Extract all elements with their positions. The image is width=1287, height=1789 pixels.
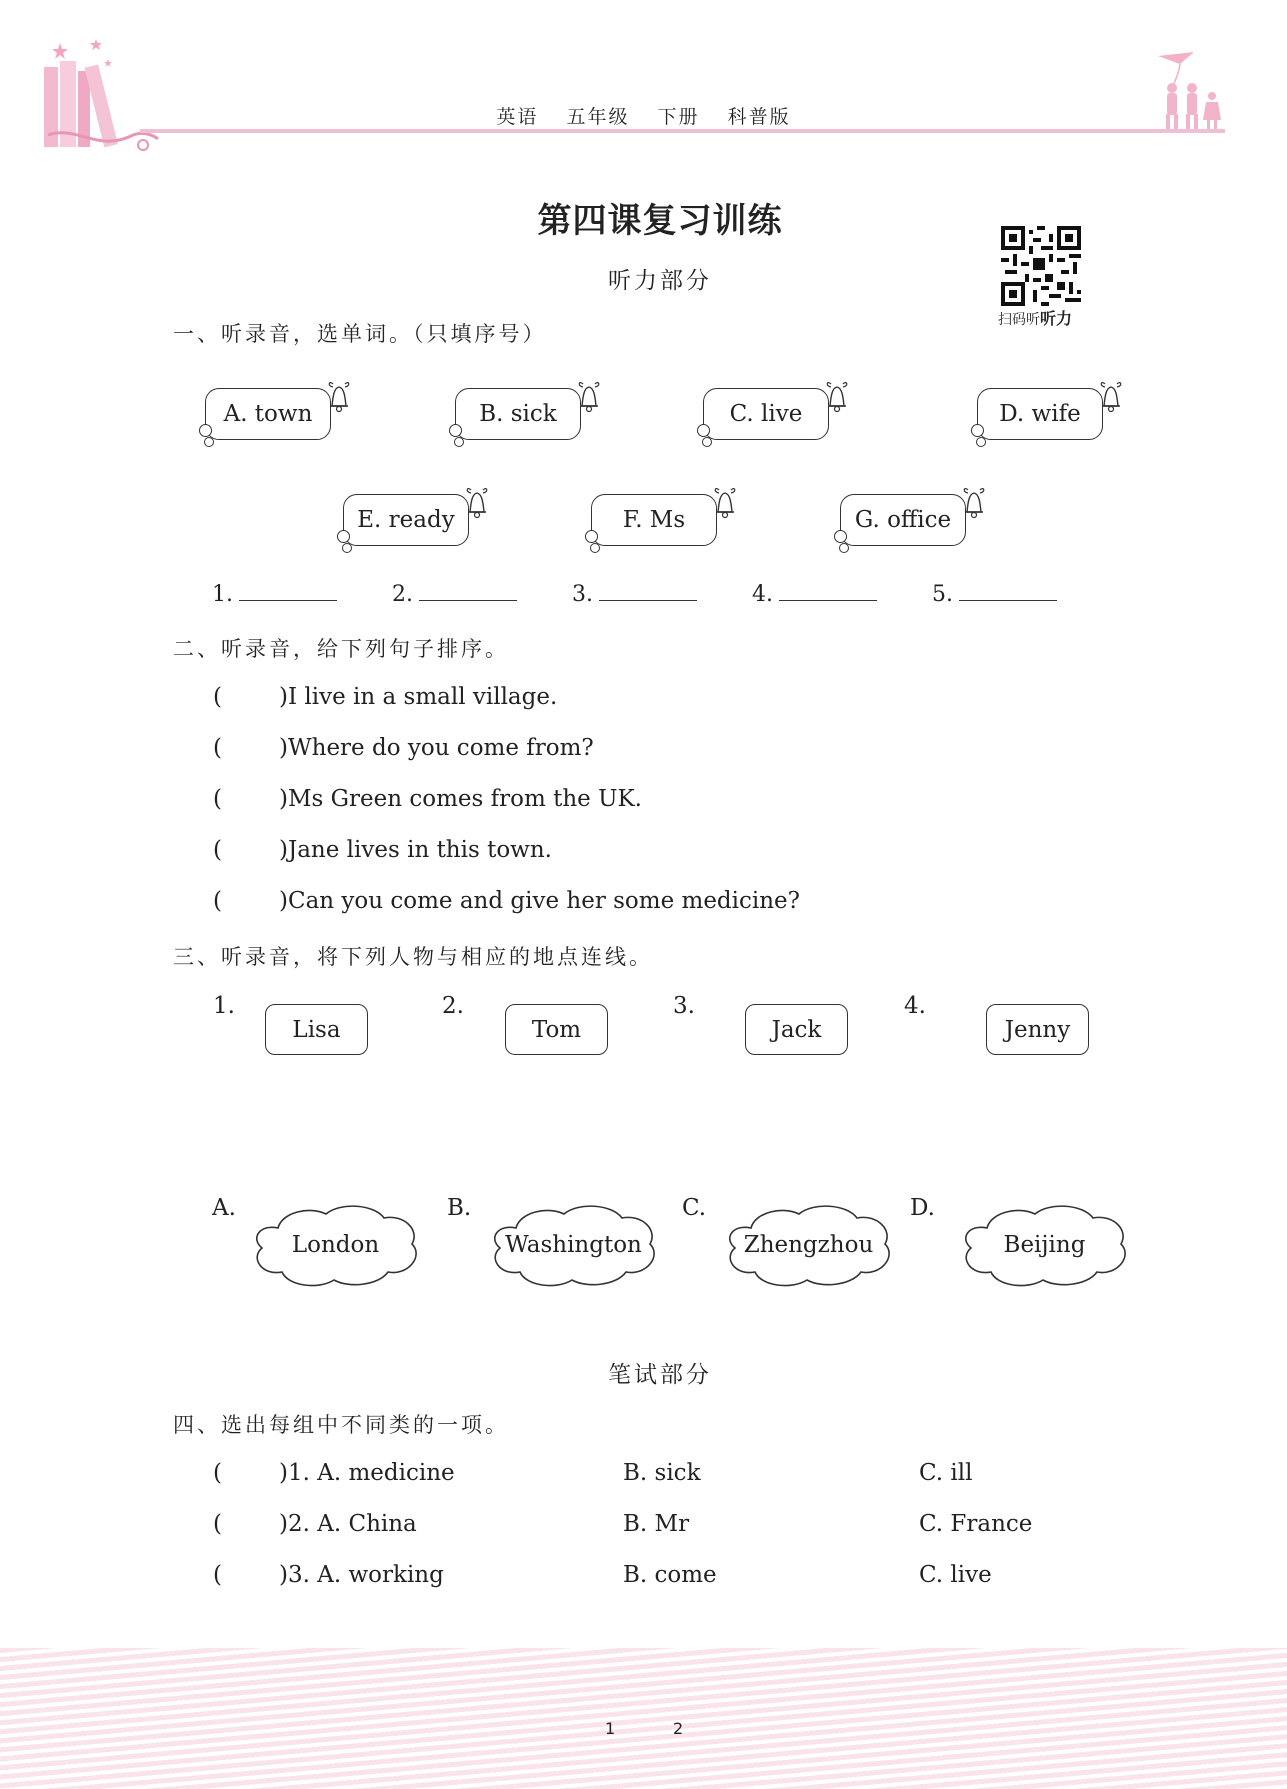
bubble-tail-circle <box>839 543 849 553</box>
bubble-tail-circle <box>204 437 214 447</box>
bubble-tail-circle <box>454 437 464 447</box>
bubble-tail-circle <box>976 437 986 447</box>
qr-label-bold: 听力 <box>1040 309 1073 328</box>
paren-open: ( <box>213 684 222 710</box>
bubble-tail-circle <box>590 543 600 553</box>
bubble-tail-circle <box>342 543 352 553</box>
word-option-label: B. sick <box>455 388 581 440</box>
word-option-label: C. live <box>703 388 829 440</box>
option-c: C. live <box>919 1562 992 1588</box>
answer-blank[interactable] <box>572 580 697 607</box>
blank-number: 5. <box>932 582 953 607</box>
order-sentence-row[interactable] <box>213 888 800 914</box>
word-option-label: E. ready <box>343 494 469 546</box>
word-option-label: G. office <box>840 494 966 546</box>
paren-open: ( <box>213 1562 222 1588</box>
paren-close: ) <box>279 1562 288 1588</box>
word-option-label: D. wife <box>977 388 1103 440</box>
q2-heading: 二、听录音，给下列句子排序。 <box>173 637 509 661</box>
sentence-text: Jane lives in this town. <box>287 837 552 863</box>
paren-open: ( <box>213 1511 222 1537</box>
qr-label-prefix: 扫码听 <box>998 312 1040 328</box>
place-name: London <box>291 1232 380 1258</box>
person-number: 4. <box>904 993 926 1019</box>
q1-heading: 一、听录音，选单词。（只填序号） <box>173 322 547 346</box>
place-name: Washington <box>505 1232 642 1258</box>
option-c: C. ill <box>919 1460 973 1486</box>
paren-close: ) <box>279 684 288 710</box>
blank-number: 4. <box>752 582 773 607</box>
place-cloud[interactable] <box>957 1200 1132 1290</box>
bell-icon <box>960 484 988 520</box>
person-box-lisa[interactable]: Lisa <box>265 1004 368 1055</box>
q4-heading: 四、选出每组中不同类的一项。 <box>173 1413 509 1437</box>
paren-close: ) <box>279 786 288 812</box>
sentence-text: Where do you come from? <box>287 735 594 761</box>
qr-label <box>998 306 1072 329</box>
bell-icon <box>463 484 491 520</box>
bubble-tail-circle <box>337 530 350 543</box>
bubble-tail-circle <box>585 530 598 543</box>
paren-open: ( <box>213 1460 222 1486</box>
place-name: Beijing <box>1003 1232 1086 1258</box>
answer-blank[interactable] <box>752 580 877 607</box>
option-a: 2. A. China <box>287 1511 417 1537</box>
option-b: B. Mr <box>623 1511 690 1537</box>
option-c: C. France <box>919 1511 1033 1537</box>
sentence-text: Can you come and give her some medicine? <box>287 888 801 914</box>
blank-number: 2. <box>392 582 413 607</box>
word-option-label: A. town <box>205 388 331 440</box>
person-number: 1. <box>213 993 235 1019</box>
person-number: 2. <box>442 993 464 1019</box>
page-number-left: 1 <box>605 1719 616 1738</box>
word-option-bubble <box>977 388 1127 468</box>
bell-icon <box>575 378 603 414</box>
paren-open: ( <box>213 888 222 914</box>
order-sentence-row[interactable] <box>213 837 552 863</box>
place-letter: B. <box>447 1195 472 1221</box>
paren-close: ) <box>279 1460 288 1486</box>
bubble-tail-circle <box>449 424 462 437</box>
paren-open: ( <box>213 735 222 761</box>
word-option-label: F. Ms <box>591 494 717 546</box>
word-option-bubble <box>455 388 605 468</box>
bubble-tail-circle <box>834 530 847 543</box>
paren-close: ) <box>279 735 288 761</box>
bell-icon <box>1097 378 1125 414</box>
place-cloud[interactable] <box>721 1200 896 1290</box>
option-b: B. sick <box>623 1460 701 1486</box>
answer-blank[interactable] <box>392 580 517 607</box>
word-option-bubble <box>840 494 990 574</box>
header-edition: 科普版 <box>727 106 791 128</box>
option-a: 3. A. working <box>287 1562 444 1588</box>
paren-open: ( <box>213 837 222 863</box>
paren-close: ) <box>279 888 288 914</box>
place-letter: D. <box>910 1195 935 1221</box>
place-name: Zhengzhou <box>743 1232 874 1258</box>
sentence-text: Ms Green comes from the UK. <box>287 786 642 812</box>
paren-open: ( <box>213 786 222 812</box>
option-b: B. come <box>623 1562 717 1588</box>
choice-row[interactable] <box>213 1460 455 1486</box>
place-cloud[interactable] <box>248 1200 423 1290</box>
listening-section-title: 听力部分 <box>608 268 712 294</box>
place-cloud[interactable] <box>486 1200 661 1290</box>
q3-heading: 三、听录音，将下列人物与相应的地点连线。 <box>173 945 653 969</box>
book-decoration-icon <box>38 35 163 155</box>
bubble-tail-circle <box>702 437 712 447</box>
person-box-jack[interactable]: Jack <box>745 1004 848 1055</box>
writing-section-title: 笔试部分 <box>608 1362 712 1388</box>
word-option-bubble <box>703 388 853 468</box>
header-grade: 五年级 <box>566 106 630 128</box>
order-sentence-row[interactable] <box>213 735 594 761</box>
choice-row[interactable] <box>213 1562 444 1588</box>
answer-blank[interactable] <box>932 580 1057 607</box>
word-option-bubble <box>205 388 355 468</box>
answer-blank[interactable] <box>212 580 337 607</box>
place-letter: C. <box>682 1195 707 1221</box>
header-volume: 下册 <box>657 106 700 128</box>
order-sentence-row[interactable] <box>213 684 557 710</box>
header-subject: 英语 <box>496 106 539 128</box>
order-sentence-row[interactable] <box>213 786 642 812</box>
word-option-bubble <box>343 494 493 574</box>
word-option-bubble <box>591 494 741 574</box>
option-a: 1. A. medicine <box>287 1460 455 1486</box>
person-box-jenny[interactable]: Jenny <box>986 1004 1089 1055</box>
bell-icon <box>823 378 851 414</box>
blank-number: 1. <box>212 582 233 607</box>
person-box-tom[interactable]: Tom <box>505 1004 608 1055</box>
bubble-tail-circle <box>199 424 212 437</box>
footer-band <box>0 1648 1287 1789</box>
header-rule <box>140 129 1225 133</box>
bubble-tail-circle <box>697 424 710 437</box>
bubble-tail-circle <box>971 424 984 437</box>
choice-row[interactable] <box>213 1511 417 1537</box>
person-number: 3. <box>673 993 695 1019</box>
place-letter: A. <box>212 1195 236 1221</box>
bell-icon <box>325 378 353 414</box>
sentence-text: I live in a small village. <box>287 684 558 710</box>
paren-close: ) <box>279 837 288 863</box>
book-header <box>0 102 1287 129</box>
blank-number: 3. <box>572 582 593 607</box>
paren-close: ) <box>279 1511 288 1537</box>
bell-icon <box>711 484 739 520</box>
page-title: 第四课复习训练 <box>537 201 783 241</box>
page-number-right: 2 <box>673 1719 684 1738</box>
